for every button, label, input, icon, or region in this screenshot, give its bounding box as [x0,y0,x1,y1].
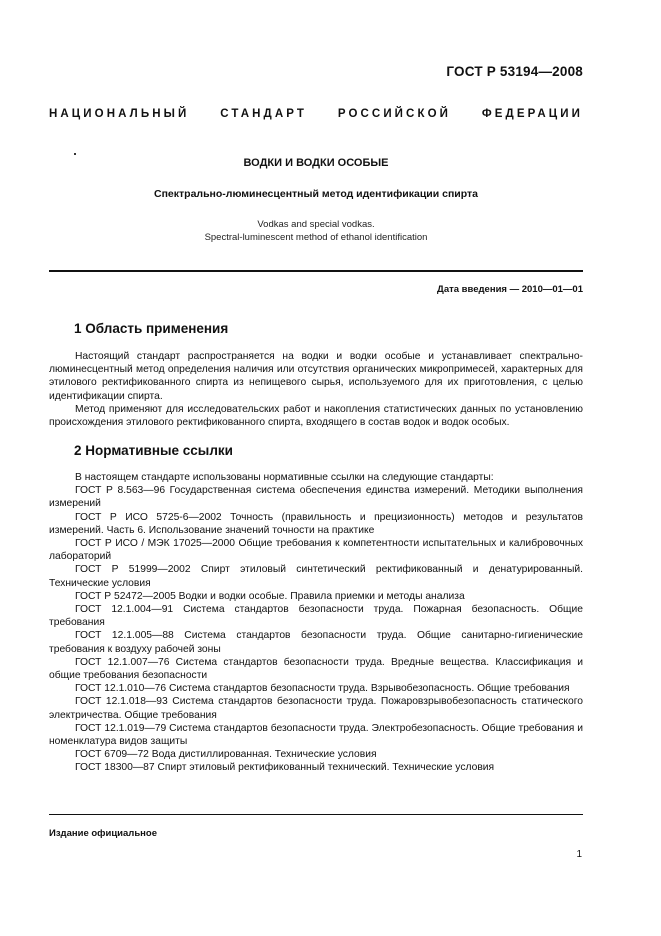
reference-item: ГОСТ 12.1.005—88 Система стандартов безопасности труда. Общие санитарно-гигиенические требования к воздуху рабочей зоны [49,630,583,655]
reference-intro: В настоящем стандарте использованы нормативные ссылки на следующие стандарты: [75,472,494,483]
reference-item: ГОСТ Р 51999—2002 Спирт этиловый синтетический ректификованный и денатурированный. Технические условия [49,564,583,589]
introduction-date: Дата введения — 2010—01—01 [437,284,583,295]
section-1-heading: 1 Область применения [74,321,229,336]
reference-item: ГОСТ 12.1.010—76 Система стандартов безопасности труда. Взрывобезопасность. Общие требования [75,683,570,695]
section-2-heading: 2 Нормативные ссылки [74,443,233,458]
page-number: 1 [576,849,582,860]
reference-item: ГОСТ Р 8.563—96 Государственная система обеспечения единства измерений. Методики выполнения измерений [49,485,583,510]
reference-item: ГОСТ 12.1.007—76 Система стандартов безопасности труда. Вредные вещества. Классификация и общие требования безопасности [49,656,583,682]
national-standard-banner: НАЦИОНАЛЬНЫЙ СТАНДАРТ РОССИЙСКОЙ ФЕДЕРАЦИИ [49,108,583,120]
scan-speck [74,153,76,155]
section-2-body [49,471,583,775]
reference-item: ГОСТ Р ИСО / МЭК 17025—2000 Общие требования к компетентности испытательных и калибровочных лабораторий [49,538,583,563]
section-1-paragraph: Метод применяют для исследовательских работ и накопления статистических данных по установлению происхождения этилового ректификованного спирта, входящего в состав водок и водок особых. [49,403,583,429]
section-1-paragraph: Настоящий стандарт распространяется на водки и водки особые и устанавливает спектрально-люминесцентный метод определения наличия или отсутствия органических микропримесей, характерных для этилового ректификованного спирта из непищевого сырья, используемого для их приготовления, с целью идентификации спирта. [49,351,583,402]
reference-item: ГОСТ Р ИСО 5725-6—2002 Точность (правильность и прецизионность) методов и результатов измерений. Часть 6. Использование значений точности на практике [49,511,583,536]
section-1-body [49,350,583,429]
english-title-line-2: Spectral-luminescent method of ethanol identification [204,232,428,243]
header-divider [49,270,583,272]
reference-item: ГОСТ 12.1.004—91 Система стандартов безопасности труда. Пожарная безопасность. Общие требования [49,604,583,629]
footer-divider [49,814,583,815]
reference-item: ГОСТ 6709—72 Вода дистиллированная. Технические условия [75,749,377,761]
document-title: ВОДКИ И ВОДКИ ОСОБЫЕ [243,157,389,169]
document-code: ГОСТ Р 53194—2008 [446,64,583,79]
edition-label: Издание официальное [49,828,157,839]
reference-item: ГОСТ Р 52472—2005 Водки и водки особые. Правила приемки и методы анализа [75,590,465,602]
reference-item: ГОСТ 12.1.019—79 Система стандартов безопасности труда. Электробезопасность. Общие требования и номенклатура видов защиты [49,722,583,748]
reference-item: ГОСТ 18300—87 Спирт этиловый ректификованный технический. Технические условия [75,762,495,774]
english-title-line-1: Vodkas and special vodkas. [257,219,375,230]
document-subtitle: Спектрально-люминесцентный метод идентификации спирта [154,188,478,200]
reference-item: ГОСТ 12.1.018—93 Система стандартов безопасности труда. Пожаровзрывобезопасность статического электричества. Общие требования [49,696,583,721]
